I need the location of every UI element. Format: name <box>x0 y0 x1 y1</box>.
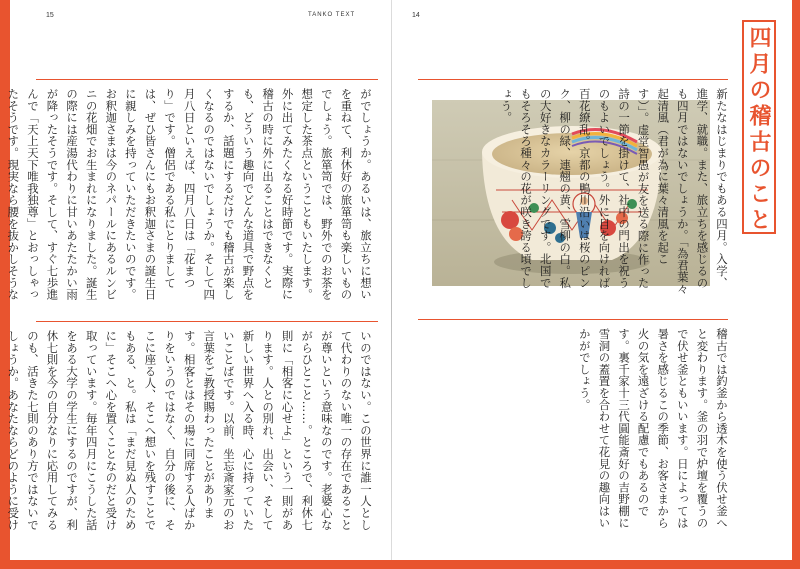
right-page-body-top: 新たなはじまりでもある四月。入学、進学、就職。また、旅立ちを感じるのも四月ではないでしょうか。「為君葉々起清風（君が為に葉々清風を起こす）」。虚堂智愚が友を送る際に作った詩の一節を掛けて、社中の門出を祝うのもよいでしょう。外に目を向ければ百花繚乱。京都の鴨川沿いは桜のピンク、柳の緑、連翹の黄、雪柳の白。私の大好きなカラーリングです。北国でもそろそろ種々の花が咲き誇る頃でしょう。 <box>499 88 729 295</box>
right-page-number: 14 <box>412 12 420 19</box>
page-gutter <box>391 0 392 560</box>
right-top-rule <box>418 79 728 80</box>
running-head: TANKO TEXT <box>308 12 356 18</box>
left-page-body-bottom: いのではない。この世界に誰一人として代わりのない唯一の存在であることが尊いという意味なのです。老婆心ながらひとこと……。ところで、利休七則に「相客に心せよ」という一則があります。人との別れ、出会い、そして新しい世界へ入る時、心に持っていたいことばです。以前、坐忘斎家元のお言葉をご教授賜わったことがあります。相客とはその場に同席する人ばかりをいうのではなく、自分の後に、そこに座る人、そこへ想いを残すことでもある、と。私は「まだ見ぬ人のために」そこへ心を置くことなのだと受け取っています。毎年四月にこうした話をある大学の学生にするのですが、利休七則を今の自分なりに応用してみるのも、活きた七則のあり方ではないでしょうか。あなたならどのように受け <box>6 330 373 531</box>
page-title: 四月の稽古のこと <box>746 26 771 234</box>
left-page-body-top: がでしょうか。あるいは、旅立ちに想いを重ねて、利休好の旅箪笥も楽しいものでしょう。旅箪笥では、野外でのお茶を想定した茶点ということもいたします。外に出てみたくなる好時節です。実際に稽古の時に外に出ることはできなくとも、どういう趣向でどんな道具で野点をするか、話題にするだけでも稽古が楽しくなるのではないでしょうか。そして四月八日といえば、四月八日は「花まつり」です。僧侶である私にとりましては、ぜひ皆さんにもお釈迦さまの誕生日に親しみを持っていただきたいのです。お釈迦さまは今のネパールにあるルンビニの花畑でお生まれになりました。誕生の際には産湯代わりに甘いあたたかい雨が降ったそうです。そして、すぐ七歩進んで「天上天下唯我独尊」とおっしゃったそうです。現実なら腰を抜かしそうな <box>6 88 373 301</box>
right-middle-rule <box>418 319 728 320</box>
right-page-body-bottom: 稽古では釣釜から透木を使う伏せ釜へと変わります。釜の羽で炉壇を覆うので伏せ釜ともいいます。日によっては暑さを感じるこの季節、お客さまから火の気を遠ざける配慮でもあるのです。裏千家十三代圓能斎好の吉野棚に雪洞の蓋置を合わせて花見の趣向はいかがでしょう。 <box>577 328 729 529</box>
left-top-rule <box>36 79 378 80</box>
left-middle-rule <box>36 321 378 322</box>
left-page-number: 15 <box>46 12 54 19</box>
